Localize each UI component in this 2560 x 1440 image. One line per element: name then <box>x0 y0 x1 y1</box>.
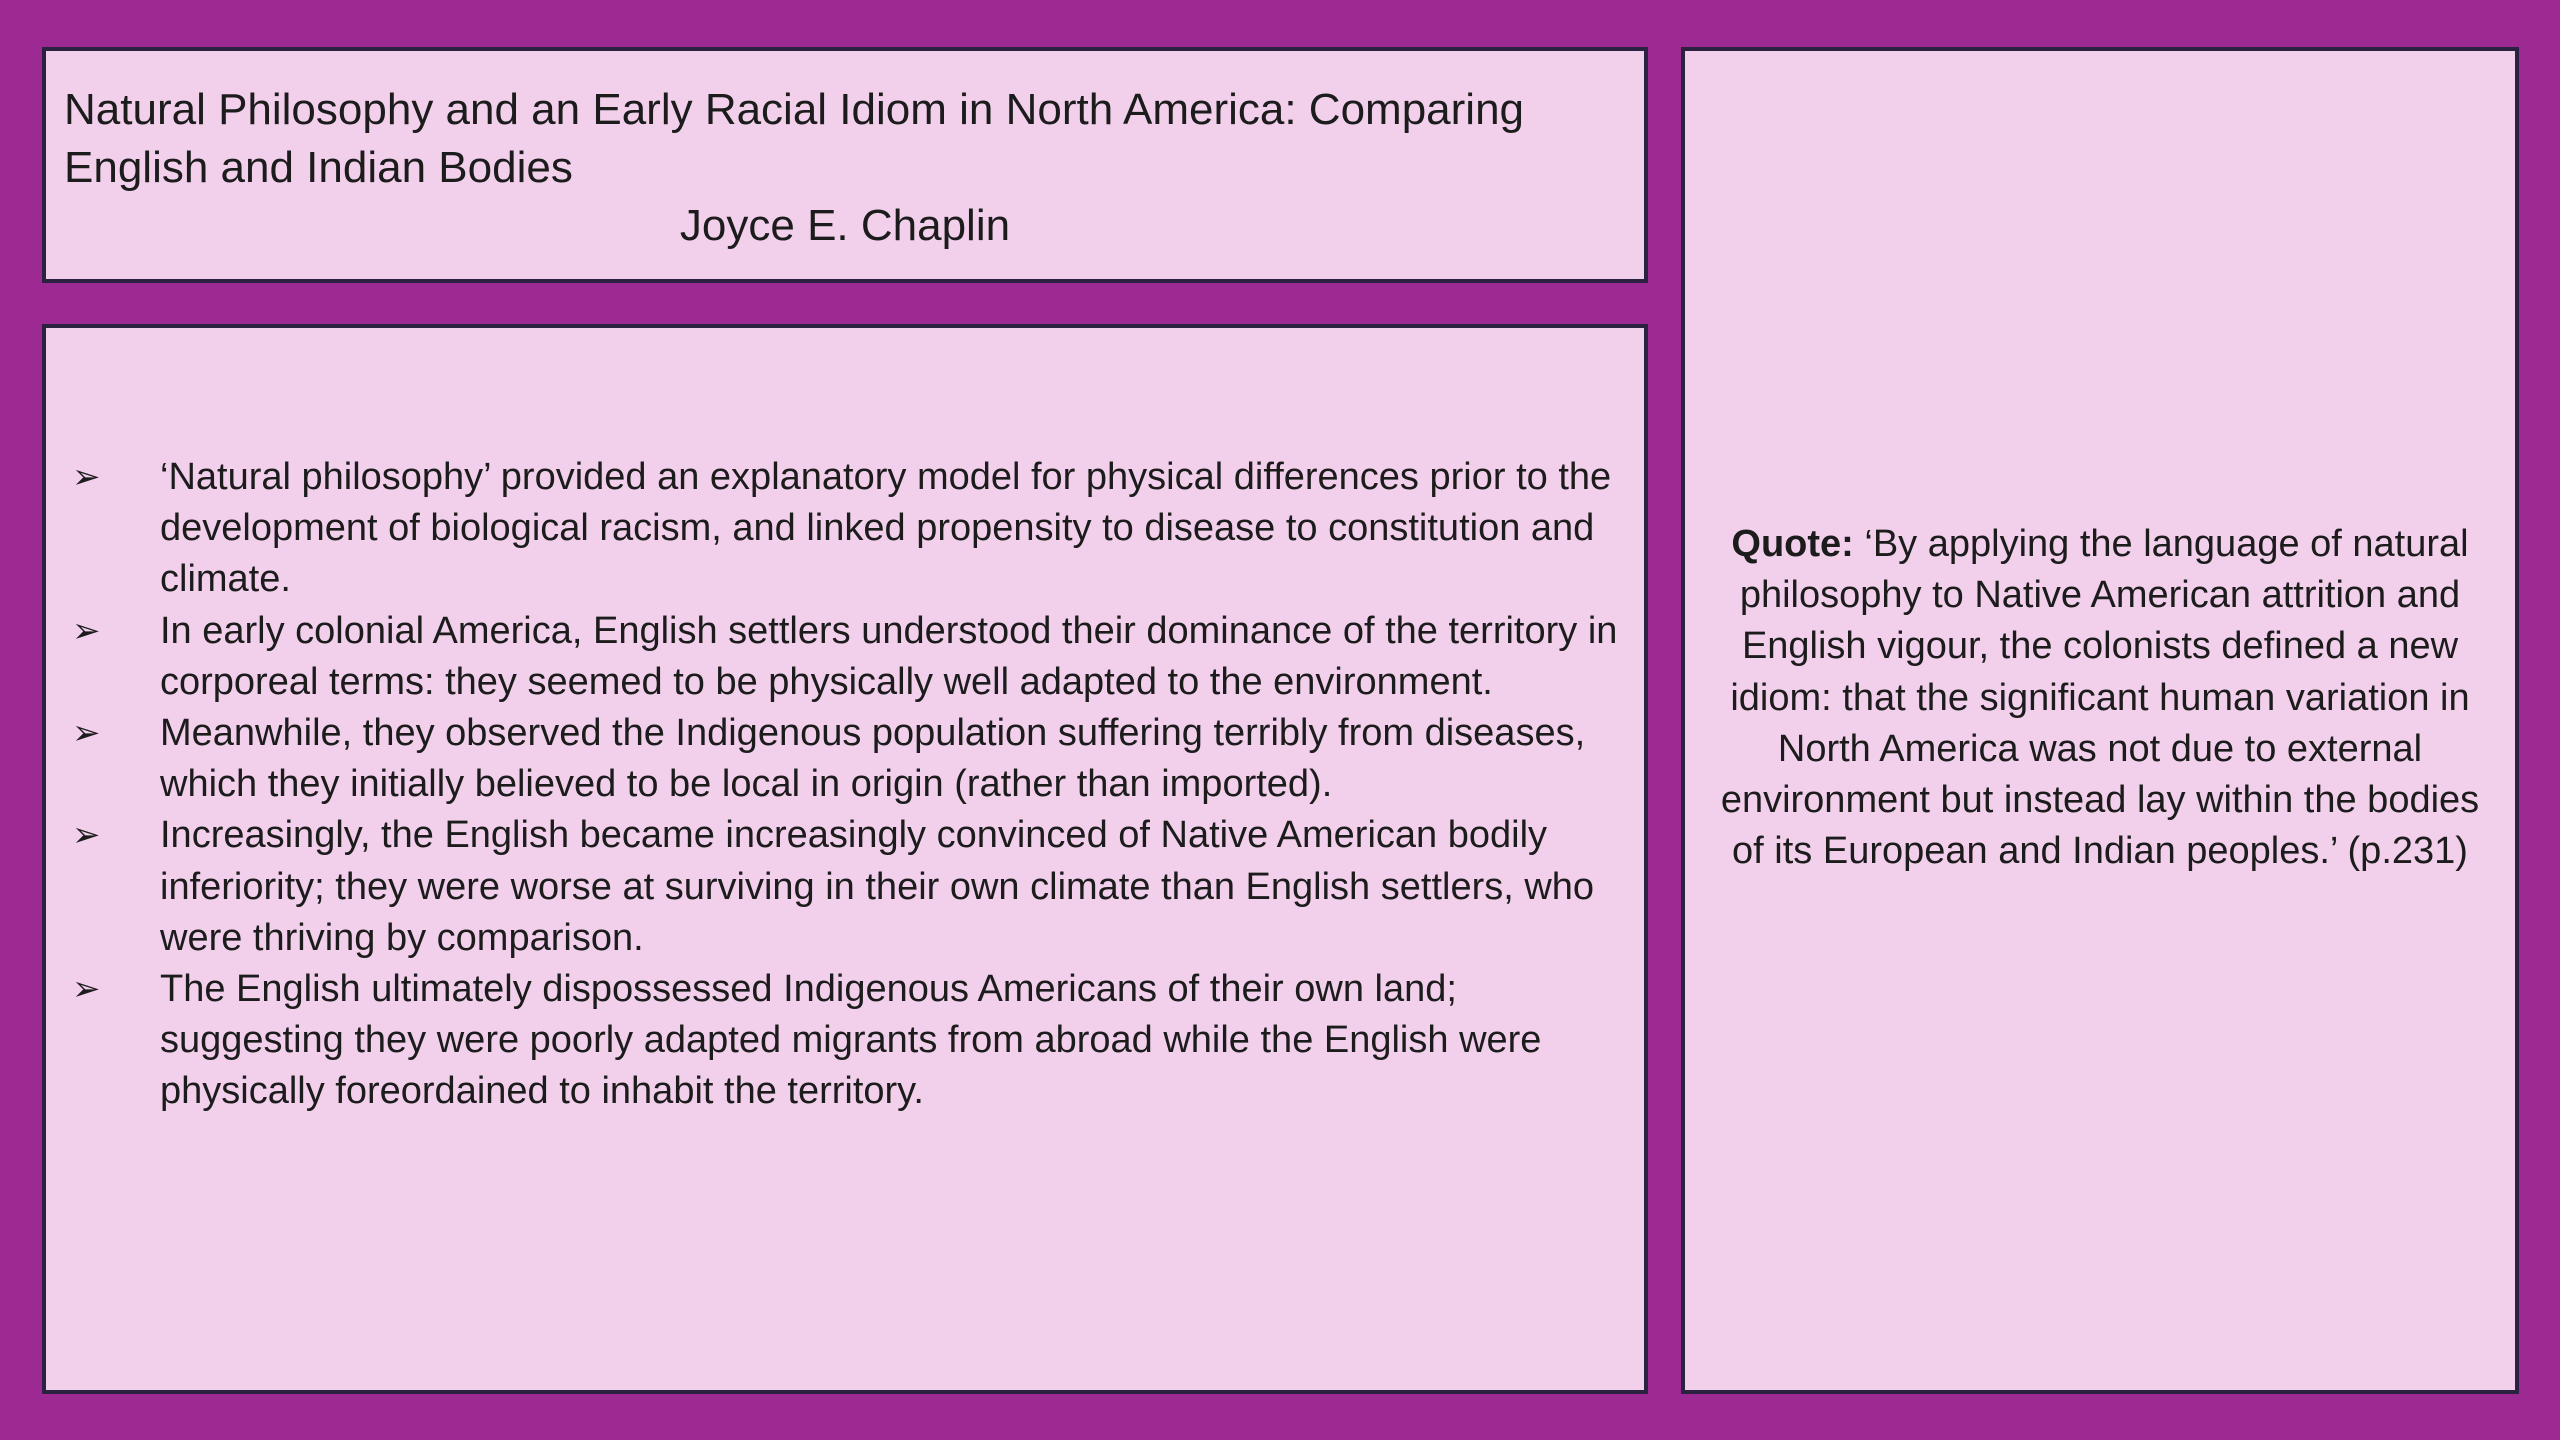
bullet-text: Increasingly, the English became increasingly convinced of Native American bodily inferiority; they were worse at surviving in their own climate than English settlers, who were thriving by comparison. <box>160 814 1595 959</box>
list-item <box>64 810 1624 964</box>
content-panel <box>42 324 1648 1394</box>
list-item <box>64 964 1624 1118</box>
list-item <box>64 606 1624 708</box>
arrowhead-bullet-icon: ➢ <box>72 457 101 497</box>
bullet-text: In early colonial America, English settlers understood their dominance of the territory in corporeal terms: they seemed to be physically well adapted to the environment. <box>160 609 1618 703</box>
bullet-list <box>64 452 1624 1118</box>
arrowhead-bullet-icon: ➢ <box>72 969 101 1010</box>
quote-text: ‘By applying the language of natural philosophy to Native American attrition and English vigour, the colonists defined a new idiom: that the significant human variation in North America was not due to external environment but instead lay within the bodies of its European and Indian peoples.’ (p.231) <box>1720 523 2480 873</box>
slide-title: Natural Philosophy and an Early Racial Idiom in North America: Comparing English and Indian Bodies <box>64 85 1525 192</box>
list-item <box>64 452 1624 606</box>
bullet-text: Meanwhile, they observed the Indigenous population suffering terribly from diseases, which they initially believed to be local in origin (rather than imported). <box>160 712 1586 806</box>
author-name: Joyce E. Chaplin <box>679 201 1011 250</box>
title-panel <box>42 47 1648 283</box>
bullet-text: The English ultimately dispossessed Indigenous Americans of their own land; suggesting they were poorly adapted migrants from abroad while the English were physically foreordained to inhabit the territory. <box>160 968 1542 1113</box>
quote-label: Quote: <box>1731 523 1865 565</box>
arrowhead-bullet-icon: ➢ <box>72 815 101 856</box>
quote-panel <box>1681 47 2519 1394</box>
arrowhead-bullet-icon: ➢ <box>72 610 101 651</box>
bullet-text: ‘Natural philosophy’ provided an explanatory model for physical differences prior to the development of biological racism, and linked propensity to disease to constitution and climate. <box>160 456 1612 601</box>
quote-block <box>1703 519 2497 877</box>
arrowhead-bullet-icon: ➢ <box>72 713 101 754</box>
list-item <box>64 708 1624 810</box>
